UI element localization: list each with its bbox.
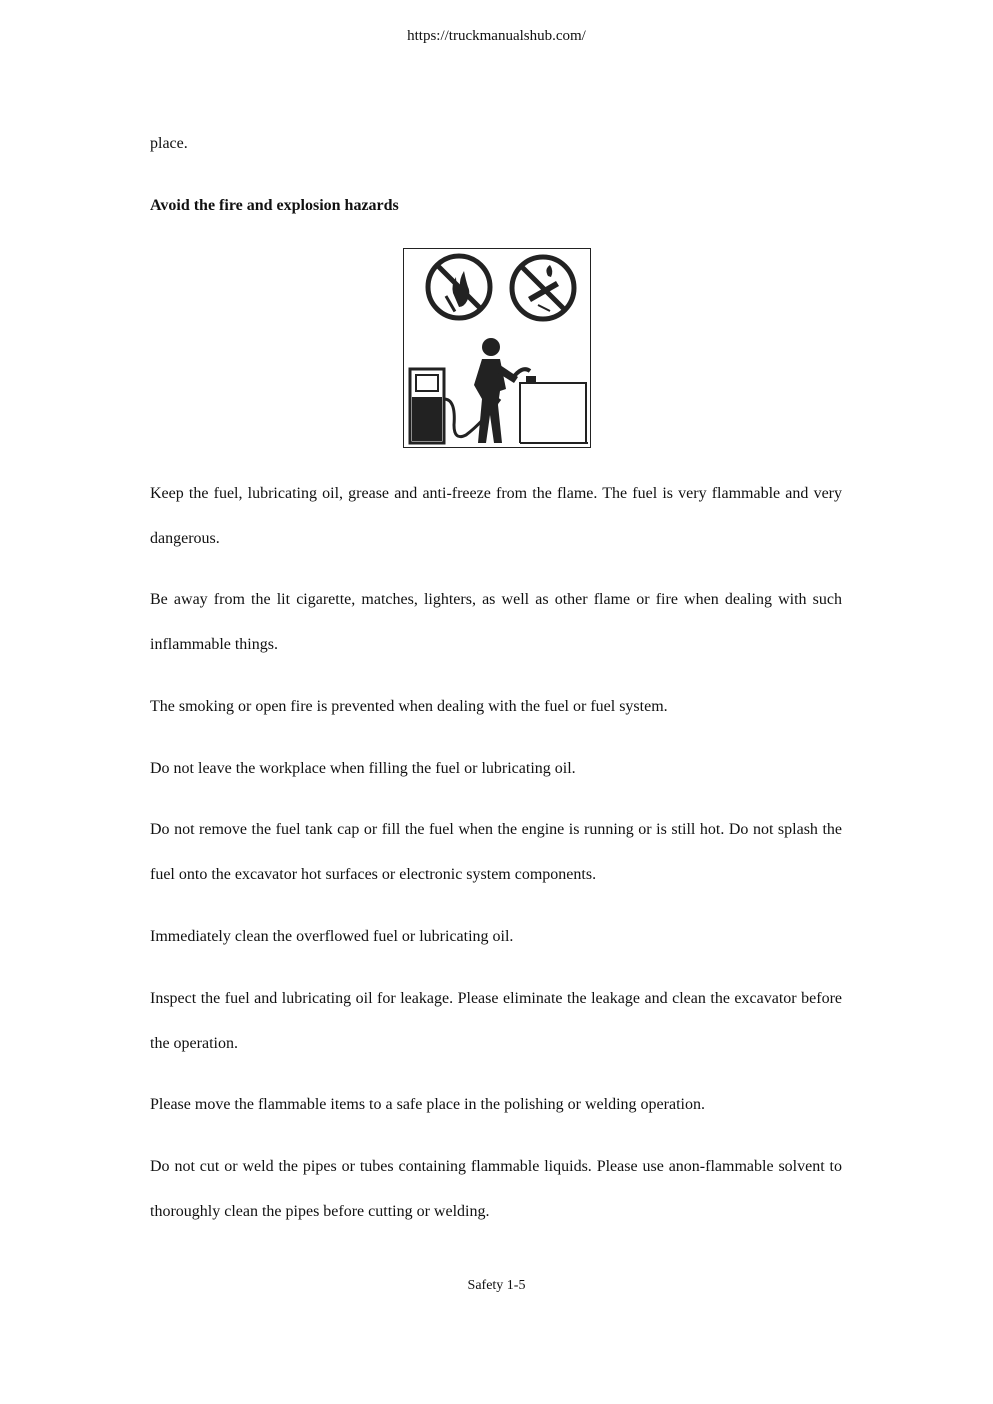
continuation-text: place. xyxy=(150,135,188,152)
paragraph-2: Be away from the lit cigarette, matches, lighters, as well as other flame or fire when dealing with such inflammable things. xyxy=(150,591,842,653)
paragraph-3: The smoking or open fire is prevented when dealing with the fuel or fuel system. xyxy=(150,698,668,715)
paragraph-8: Please move the flammable items to a safe place in the polishing or welding operation. xyxy=(150,1096,705,1113)
paragraph-4: Do not leave the workplace when filling the fuel or lubricating oil. xyxy=(150,760,576,777)
header-url: https://truckmanualshub.com/ xyxy=(407,28,586,44)
paragraph-7: Inspect the fuel and lubricating oil for leakage. Please eliminate the leakage and clean the excavator before the operation. xyxy=(150,990,842,1052)
fuel-tank-icon xyxy=(520,376,588,443)
paragraph-1: Keep the fuel, lubricating oil, grease and anti-freeze from the flame. The fuel is very flammable and very dangerous. xyxy=(150,485,842,547)
person-refueling-icon xyxy=(474,338,530,443)
no-open-flame-icon xyxy=(428,256,490,318)
paragraph-5: Do not remove the fuel tank cap or fill the fuel when the engine is running or is still hot. Do not splash the fuel onto the excavator hot surfaces or electronic system components. xyxy=(150,821,842,883)
section-heading: Avoid the fire and explosion hazards xyxy=(150,197,399,214)
page-number: Safety 1-5 xyxy=(467,1278,526,1293)
fire-hazard-figure xyxy=(403,248,591,448)
paragraph-6: Immediately clean the overflowed fuel or lubricating oil. xyxy=(150,928,514,945)
paragraph-9: Do not cut or weld the pipes or tubes containing flammable liquids. Please use anon-flammable solvent to thoroughly clean the pipes before cutting or welding. xyxy=(150,1158,842,1220)
no-smoking-icon xyxy=(512,257,574,319)
